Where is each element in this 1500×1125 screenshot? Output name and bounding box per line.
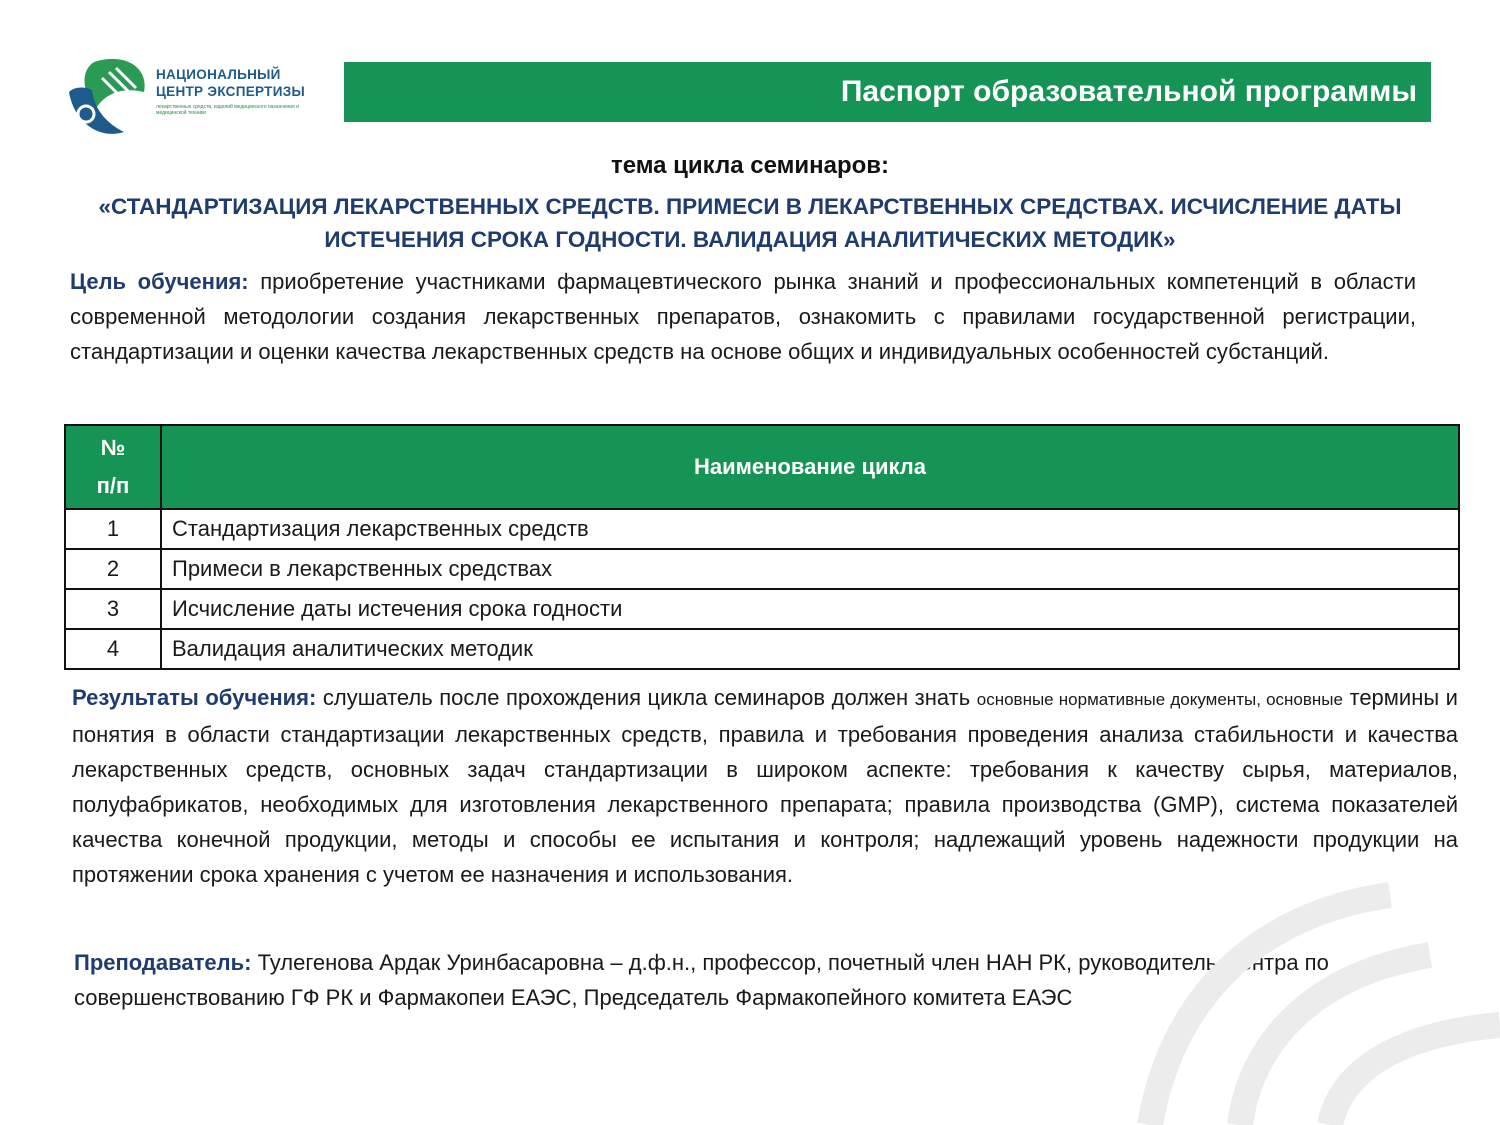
table-row (65, 629, 1459, 669)
logo-line1: НАЦИОНАЛЬНЫЙ (156, 67, 281, 82)
cycles-table (64, 424, 1460, 670)
row-name: Стандартизация лекарственных средств (161, 509, 1459, 549)
results-text2: термины и понятия в области стандартизации лекарственных средств, правила и требования проведения анализа стабильности и качества лекарственных средств, основных задач стандартизации в широком аспекте: требования к качеству сырья, материалов, полуфабрикатов, необходимых для изготовления лекарственного препарата; правила производства (GMP), система показателей качества конечной продукции, методы и способы ее испытания и контроля; надлежащий уровень надежности продукции на протяжении срока хранения с учетом ее назначения и использования. (72, 685, 1458, 887)
topic-title: «СТАНДАРТИЗАЦИЯ ЛЕКАРСТВЕННЫХ СРЕДСТВ. ПРИМЕСИ В ЛЕКАРСТВЕННЫХ СРЕДСТВАХ. ИСЧИСЛЕНИЕ ДАТЫ ИСТЕЧЕНИЯ СРОКА ГОДНОСТИ. ВАЛИДАЦИЯ АНАЛИТИЧЕСКИХ МЕТОДИК» (98, 194, 1402, 252)
page-title: Паспорт образовательной программы (840, 75, 1417, 108)
row-name: Исчисление даты истечения срока годности (161, 589, 1459, 629)
row-num: 1 (65, 509, 161, 549)
goal-text: приобретение участниками фармацевтического рынка знаний и профессиональных компетенций в области современной методологии создания лекарственных препаратов, ознакомить с правилами государственной регистрации, стандартизации и оценки качества лекарственных средств на основе общих и индивидуальных особенностей субстанций. (70, 269, 1416, 364)
table-row (65, 589, 1459, 629)
col-name-header: Наименование цикла (161, 425, 1459, 509)
topic-heading: тема цикла семинаров: (610, 152, 890, 179)
header-bar (344, 62, 1431, 122)
row-num: 3 (65, 589, 161, 629)
col-num-header (65, 425, 161, 509)
table-row (65, 509, 1459, 549)
col-num-line1: № (100, 435, 126, 460)
dna-leaf-logo-icon (64, 52, 154, 142)
results-label: Результаты обучения: (72, 685, 317, 710)
row-name: Примеси в лекарственных средствах (161, 549, 1459, 589)
row-name: Валидация аналитических методик (161, 629, 1459, 669)
results-text-small: основные нормативные документы, основные (976, 690, 1343, 709)
goal-paragraph (70, 264, 1416, 369)
goal-label: Цель обучения: (70, 269, 249, 294)
row-num: 4 (65, 629, 161, 669)
table-row (65, 549, 1459, 589)
table-header-row (65, 425, 1459, 509)
results-text1: слушатель после прохождения цикла семинаров должен знать (322, 685, 971, 710)
logo-subtext: лекарственных средств, изделий медицинского назначения и медицинской техники (156, 104, 299, 116)
row-num: 2 (65, 549, 161, 589)
logo (64, 52, 324, 142)
dna-watermark-icon (1130, 855, 1500, 1125)
teacher-label: Преподаватель: (74, 950, 252, 975)
logo-line2: ЦЕНТР ЭКСПЕРТИЗЫ (156, 84, 305, 99)
col-num-line2: п/п (96, 473, 130, 498)
teacher-text: Тулегенова Ардак Уринбасаровна – д.ф.н., профессор, почетный член НАН РК, руководитель Центра по совершенствованию ГФ РК и Фармакопеи ЕАЭС, Председатель Фармакопейного комитета ЕАЭС (74, 950, 1329, 1010)
